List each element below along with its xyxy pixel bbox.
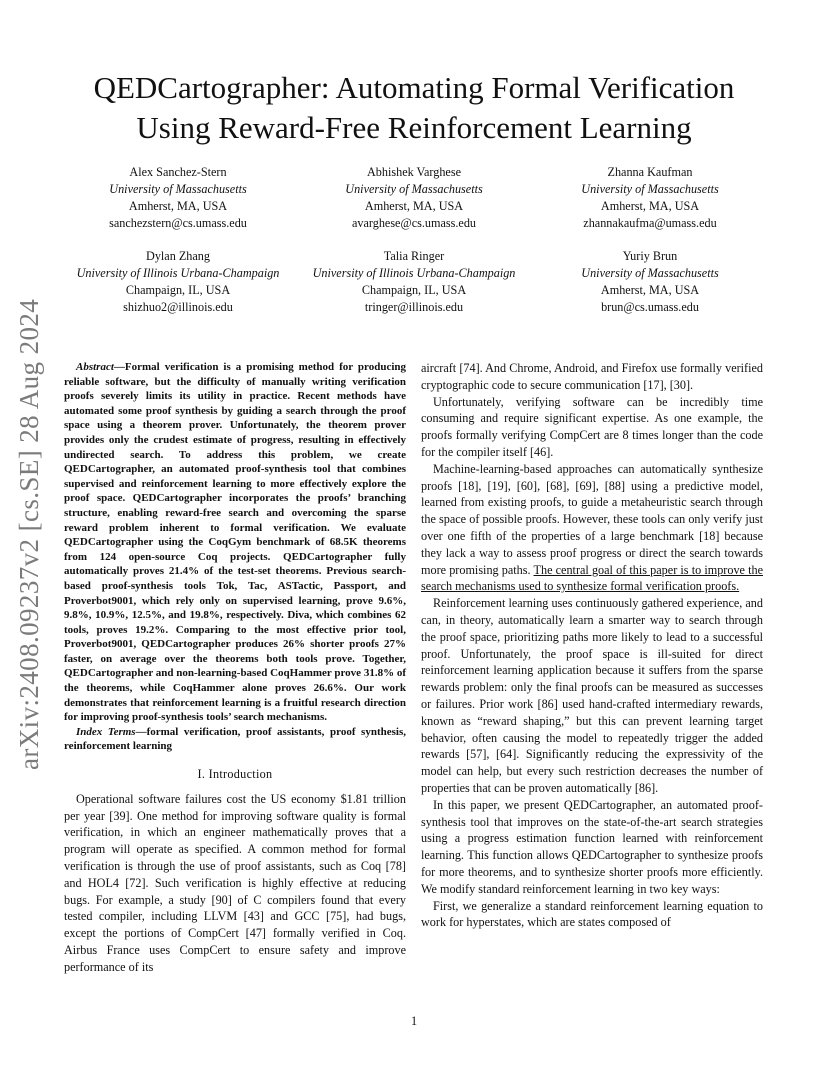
- section-heading-introduction: I. Introduction: [197, 767, 273, 782]
- central-goal-statement: The central goal of this paper is to improve the search mechanisms used to synthesize formal verification proofs.: [421, 562, 764, 594]
- author-name: Alex Sanchez-Stern: [129, 165, 227, 179]
- abstract-text: —Formal verification is a promising method for producing reliable software, but the difficulty of manually writing verification proofs severely limits its utility in practice. Recent methods have automated some proof synthesis by guiding a search through the proof space using a theorem prover. Unfortunately, the theorem prover provides only the crudest estimate of progress, resulting in effectively undirected search. To address this problem, we create QEDCartographer, an automated proof-synthesis tool that combines supervised and reinforcement learning to more effectively explore the proof space. QEDCartographer incorporates the proofs’ branching structure, enabling reward-free search and overcoming the sparse reward problem inherent to formal verification. We evaluate QEDCartographer using the CoqGym benchmark of 68.5K theorems from 124 open-source Coq projects. QEDCartographer fully automatically proves 21.4% of the test-set theorems. Previous search-based proof-synthesis tools Tok, Tac, ASTactic, Passport, and Proverbot9001, which rely only on supervised learning, prove 9.6%, 9.8%, 10.9%, 12.5%, and 19.8%, respectively. Diva, which combines 62 tools, proves 19.2%. Comparing to the most effective prior tool, Proverbot9001, QEDCartographer produces 26% shorter proofs 27% faster, on average over the theorems both tools prove. Together, QEDCartographer and non-learning-based CoqHammer prove 31.8% of the theorems, while CoqHammer alone proves 26.6%. Our work demonstrates that reinforcement learning is a fruitful research direction for improving proof-synthesis tools’ search mechanisms.: [64, 361, 406, 724]
- author-location: Champaign, IL, USA: [125, 283, 231, 297]
- title-line-2: Using Reward-Free Reinforcement Learning: [136, 110, 692, 145]
- author-name: Abhishek Varghese: [367, 165, 461, 179]
- author-affiliation: University of Massachusetts: [581, 266, 719, 280]
- author-5: [296, 248, 532, 316]
- author-name: Zhanna Kaufman: [607, 165, 693, 179]
- intro-paragraph-1: Operational software failures cost the US economy $1.81 trillion per year [39]. One method for improving software quality is formal verification, in which an engineer mathematically proves that a program will operate as specified. A common method for formal verification is through the use of proof assistants, such as Coq [78] and HOL4 [72]. Such verification is highly effective at reducing bugs. For example, a study [90] of C compilers found that every tested compiler, including LLVM [43] and GCC [75], had bugs, except the portions of CompCert [47] formally verified in Coq. Airbus France uses CompCert to ensure safety and improve performance of its: [64, 791, 406, 974]
- author-name: Dylan Zhang: [146, 249, 210, 263]
- author-location: Amherst, MA, USA: [600, 199, 700, 213]
- author-affiliation: University of Massachusetts: [345, 182, 483, 196]
- index-terms-text: —formal verification, proof assistants, proof synthesis, reinforcement learning: [64, 725, 406, 753]
- paragraph-present-qedcartographer: In this paper, we present QEDCartographer, an automated proof-synthesis tool that improves on the state-of-the-art search strategies using a progress estimation function learned with reinforcement learning. This function allows QEDCartographer to synthesize proofs for more theorems, and to synthesize shorter proofs more efficiently. We modify standard reinforcement learning in two key ways:: [421, 797, 763, 896]
- ml-approaches-text: Machine-learning-based approaches can automatically synthesize proofs [18], [19], [60], [68], [69], [88] using a predictive model, learned from existing proofs, to guide a metaheuristic search through the space of possible proofs. However, these tools can only verify just over one fifth of the properties of a large benchmark [18] because they lack a way to assess proof progress or direct the search towards more promising paths.: [421, 461, 763, 577]
- right-column: [421, 360, 763, 931]
- author-affiliation: University of Massachusetts: [109, 182, 247, 196]
- author-location: Amherst, MA, USA: [364, 199, 464, 213]
- page-number: 1: [410, 1014, 418, 1028]
- author-3: [532, 164, 768, 232]
- author-email: tringer@illinois.edu: [364, 300, 464, 314]
- paragraph-first-contribution: First, we generalize a standard reinforcement learning equation to work for hyperstates, which are states composed of: [421, 898, 763, 930]
- author-location: Champaign, IL, USA: [361, 283, 467, 297]
- arxiv-identifier: arXiv:2408.09237v2 [cs.SE] 28 Aug 2024: [14, 298, 44, 770]
- author-email: shizhuo2@illinois.edu: [123, 300, 233, 314]
- author-name: Yuriy Brun: [622, 249, 678, 263]
- index-terms: [64, 725, 406, 754]
- author-1: [60, 164, 296, 232]
- paper-title: [60, 68, 768, 148]
- author-email: zhannakaufma@umass.edu: [583, 216, 717, 230]
- author-location: Amherst, MA, USA: [128, 199, 228, 213]
- author-affiliation: University of Massachusetts: [581, 182, 719, 196]
- author-6: [532, 248, 768, 316]
- author-2: [296, 164, 532, 232]
- author-name: Talia Ringer: [383, 249, 445, 263]
- paragraph-reinforcement-learning: Reinforcement learning uses continuously gathered experience, and can, in theory, automatically learn a smarter way to search through the proof space, prioritizing paths more likely to lead to a successful proof. Unfortunately, the proof space is ill-suited for direct reinforcement learning application because it suffers from the sparse rewards problem: only the final proofs can be measured as successes or failures. Prior work [86] used hand-crafted intermediary rewards, known as “reward shaping,” but this can prevent learning target behavior, often causing the model to repeatedly trigger the added rewards [57], [64]. Significantly reducing the expressivity of the model can help, but every such restriction decreases the number of properties that can be proven automatically [86].: [421, 596, 763, 795]
- author-email: sanchezstern@cs.umass.edu: [109, 216, 247, 230]
- left-column: [64, 360, 406, 976]
- author-location: Amherst, MA, USA: [600, 283, 700, 297]
- author-email: avarghese@cs.umass.edu: [351, 216, 477, 230]
- title-line-1: QEDCartographer: Automating Formal Verification: [93, 70, 735, 105]
- author-4: [60, 248, 296, 316]
- abstract-label: Abstract: [76, 361, 114, 373]
- index-terms-label: Index Terms: [76, 725, 136, 738]
- paragraph-ml-approaches: [421, 461, 763, 595]
- paragraph-verification-cost: Unfortunately, verifying software can be incredibly time consuming and require significant expertise. As one example, the proofs formally verifying CompCert are 8 times longer than the code for the compiler itself [46].: [421, 394, 763, 459]
- author-affiliation: University of Illinois Urbana-Champaign: [76, 266, 280, 280]
- author-email: brun@cs.umass.edu: [601, 300, 699, 314]
- abstract: [64, 360, 406, 725]
- paragraph-continuation: aircraft [74]. And Chrome, Android, and Firefox use formally verified cryptographic code to secure communication [17], [30].: [421, 361, 763, 392]
- author-affiliation: University of Illinois Urbana-Champaign: [312, 266, 516, 280]
